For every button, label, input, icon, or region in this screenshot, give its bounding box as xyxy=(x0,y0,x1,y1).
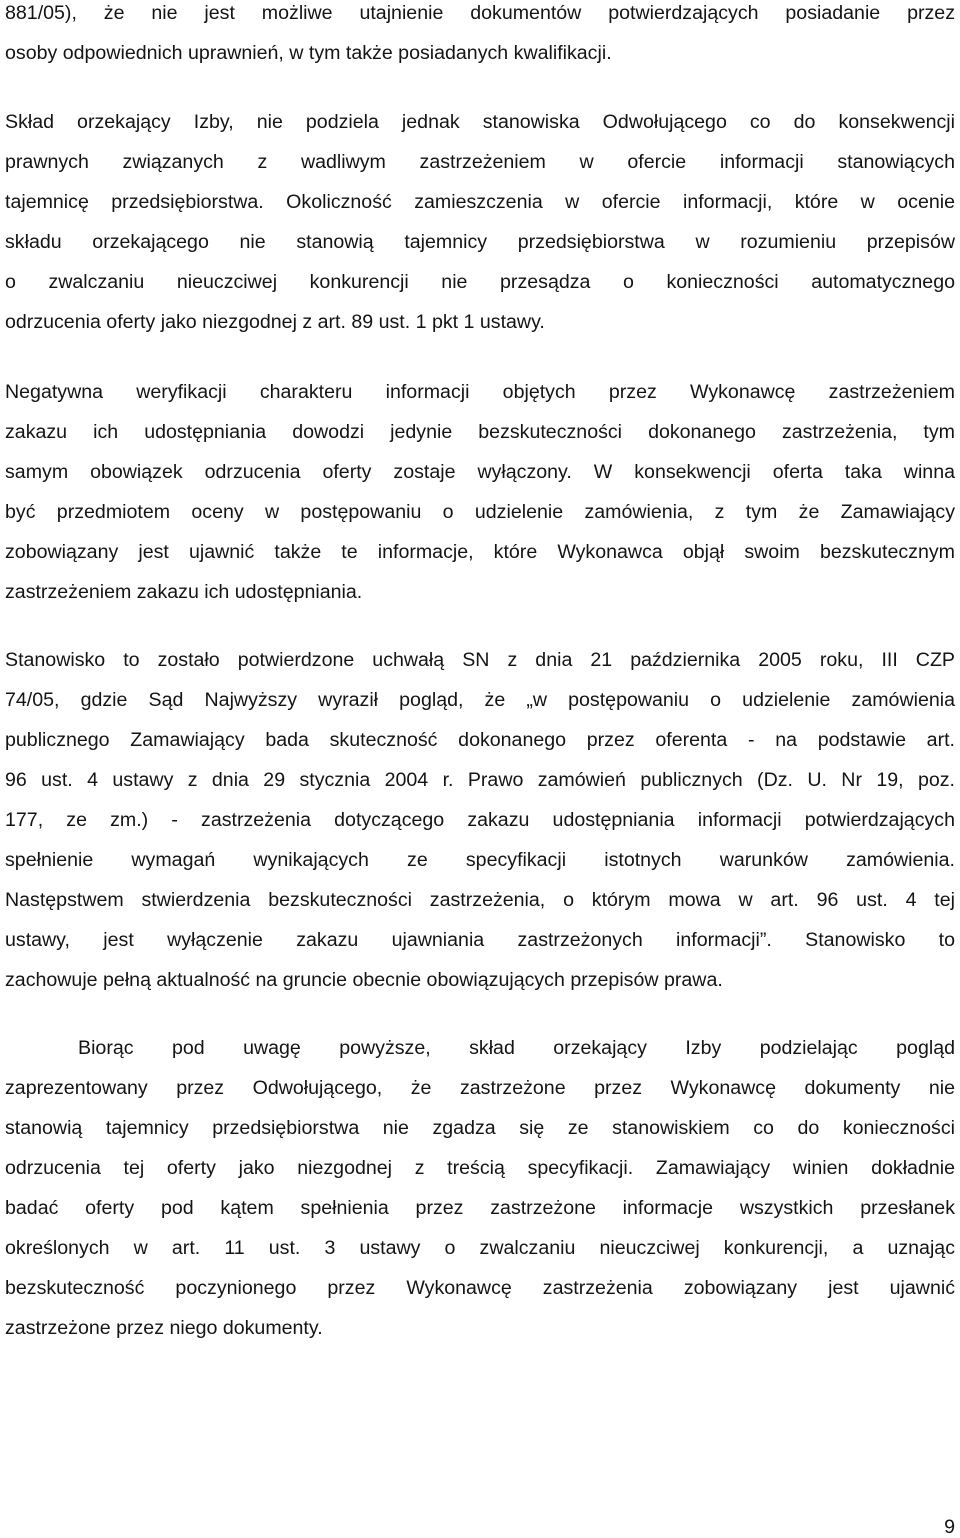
text-line: osoby odpowiednich uprawnień, w tym także posiadanych kwalifikacji. xyxy=(5,42,612,64)
text-line: odrzucenia tej oferty jako niezgodnej z treścią specyfikacji. Zamawiający winien dokładnie xyxy=(5,1157,955,1179)
text-line: zaprezentowany przez Odwołującego, że zastrzeżone przez Wykonawcę dokumenty nie xyxy=(5,1077,955,1099)
text-line: samym obowiązek odrzucenia oferty zostaje wyłączony. W konsekwencji oferta taka winna xyxy=(5,461,955,483)
text-line: zastrzeżeniem zakazu ich udostępniania. xyxy=(5,581,363,603)
paragraph-p1 xyxy=(5,0,955,73)
text-line: prawnych związanych z wadliwym zastrzeżeniem w ofercie informacji stanowiących xyxy=(5,151,955,173)
paragraph-p3 xyxy=(5,372,955,612)
text-line: Biorąc pod uwagę powyższe, skład orzekający Izby podzielając pogląd xyxy=(78,1037,955,1059)
text-line: Stanowisko to zostało potwierdzone uchwałą SN z dnia 21 października 2005 roku, III CZP xyxy=(5,649,955,671)
text-line: Negatywna weryfikacji charakteru informacji objętych przez Wykonawcę zastrzeżeniem xyxy=(5,381,955,403)
text-line: ustawy, jest wyłączenie zakazu ujawniania zastrzeżonych informacji”. Stanowisko to xyxy=(5,929,955,951)
text-line: być przedmiotem oceny w postępowaniu o udzielenie zamówienia, z tym że Zamawiający xyxy=(5,501,955,523)
text-line: 881/05), że nie jest możliwe utajnienie dokumentów potwierdzających posiadanie przez xyxy=(5,2,955,24)
text-line: Skład orzekający Izby, nie podziela jednak stanowiska Odwołującego co do konsekwencji xyxy=(5,111,955,133)
text-line: zachowuje pełną aktualność na gruncie obecnie obowiązujących przepisów prawa. xyxy=(5,969,723,991)
paragraph-p4 xyxy=(5,640,955,1000)
text-line: składu orzekającego nie stanowią tajemnicy przedsiębiorstwa w rozumieniu przepisów xyxy=(5,231,955,253)
text-line: 74/05, gdzie Sąd Najwyższy wyraził pogląd, że „w postępowaniu o udzielenie zamówienia xyxy=(5,689,955,711)
text-line: zakazu ich udostępniania dowodzi jedynie bezskuteczności dokonanego zastrzeżenia, tym xyxy=(5,421,955,443)
text-line: o zwalczaniu nieuczciwej konkurencji nie przesądza o konieczności automatycznego xyxy=(5,271,955,293)
text-line: tajemnicę przedsiębiorstwa. Okoliczność zamieszczenia w ofercie informacji, które w ocenie xyxy=(5,191,955,213)
text-line: określonych w art. 11 ust. 3 ustawy o zwalczaniu nieuczciwej konkurencji, a uznając xyxy=(5,1237,955,1259)
text-line: odrzucenia oferty jako niezgodnej z art. 89 ust. 1 pkt 1 ustawy. xyxy=(5,311,545,333)
text-line: publicznego Zamawiający bada skuteczność dokonanego przez oferenta - na podstawie art. xyxy=(5,729,955,751)
paragraph-p5 xyxy=(5,1028,955,1348)
text-line: zastrzeżone przez niego dokumenty. xyxy=(5,1317,323,1339)
text-line: spełnienie wymagań wynikających ze specyfikacji istotnych warunków zamówienia. xyxy=(5,849,955,871)
text-line: 96 ust. 4 ustawy z dnia 29 stycznia 2004 r. Prawo zamówień publicznych (Dz. U. Nr 19, poz. xyxy=(5,769,955,791)
paragraph-p2 xyxy=(5,102,955,342)
page-number: 9 xyxy=(944,1516,955,1538)
text-line: zobowiązany jest ujawnić także te informacje, które Wykonawca objął swoim bezskutecznym xyxy=(5,541,955,563)
text-line: Następstwem stwierdzenia bezskuteczności zastrzeżenia, o którym mowa w art. 96 ust. 4 tej xyxy=(5,889,955,911)
text-line: bezskuteczność poczynionego przez Wykonawcę zastrzeżenia zobowiązany jest ujawnić xyxy=(5,1277,955,1299)
text-line: stanowią tajemnicy przedsiębiorstwa nie zgadza się ze stanowiskiem co do konieczności xyxy=(5,1117,955,1139)
text-line: badać oferty pod kątem spełnienia przez zastrzeżone informacje wszystkich przesłanek xyxy=(5,1197,955,1219)
text-line: 177, ze zm.) - zastrzeżenia dotyczącego zakazu udostępniania informacji potwierdzających xyxy=(5,809,955,831)
